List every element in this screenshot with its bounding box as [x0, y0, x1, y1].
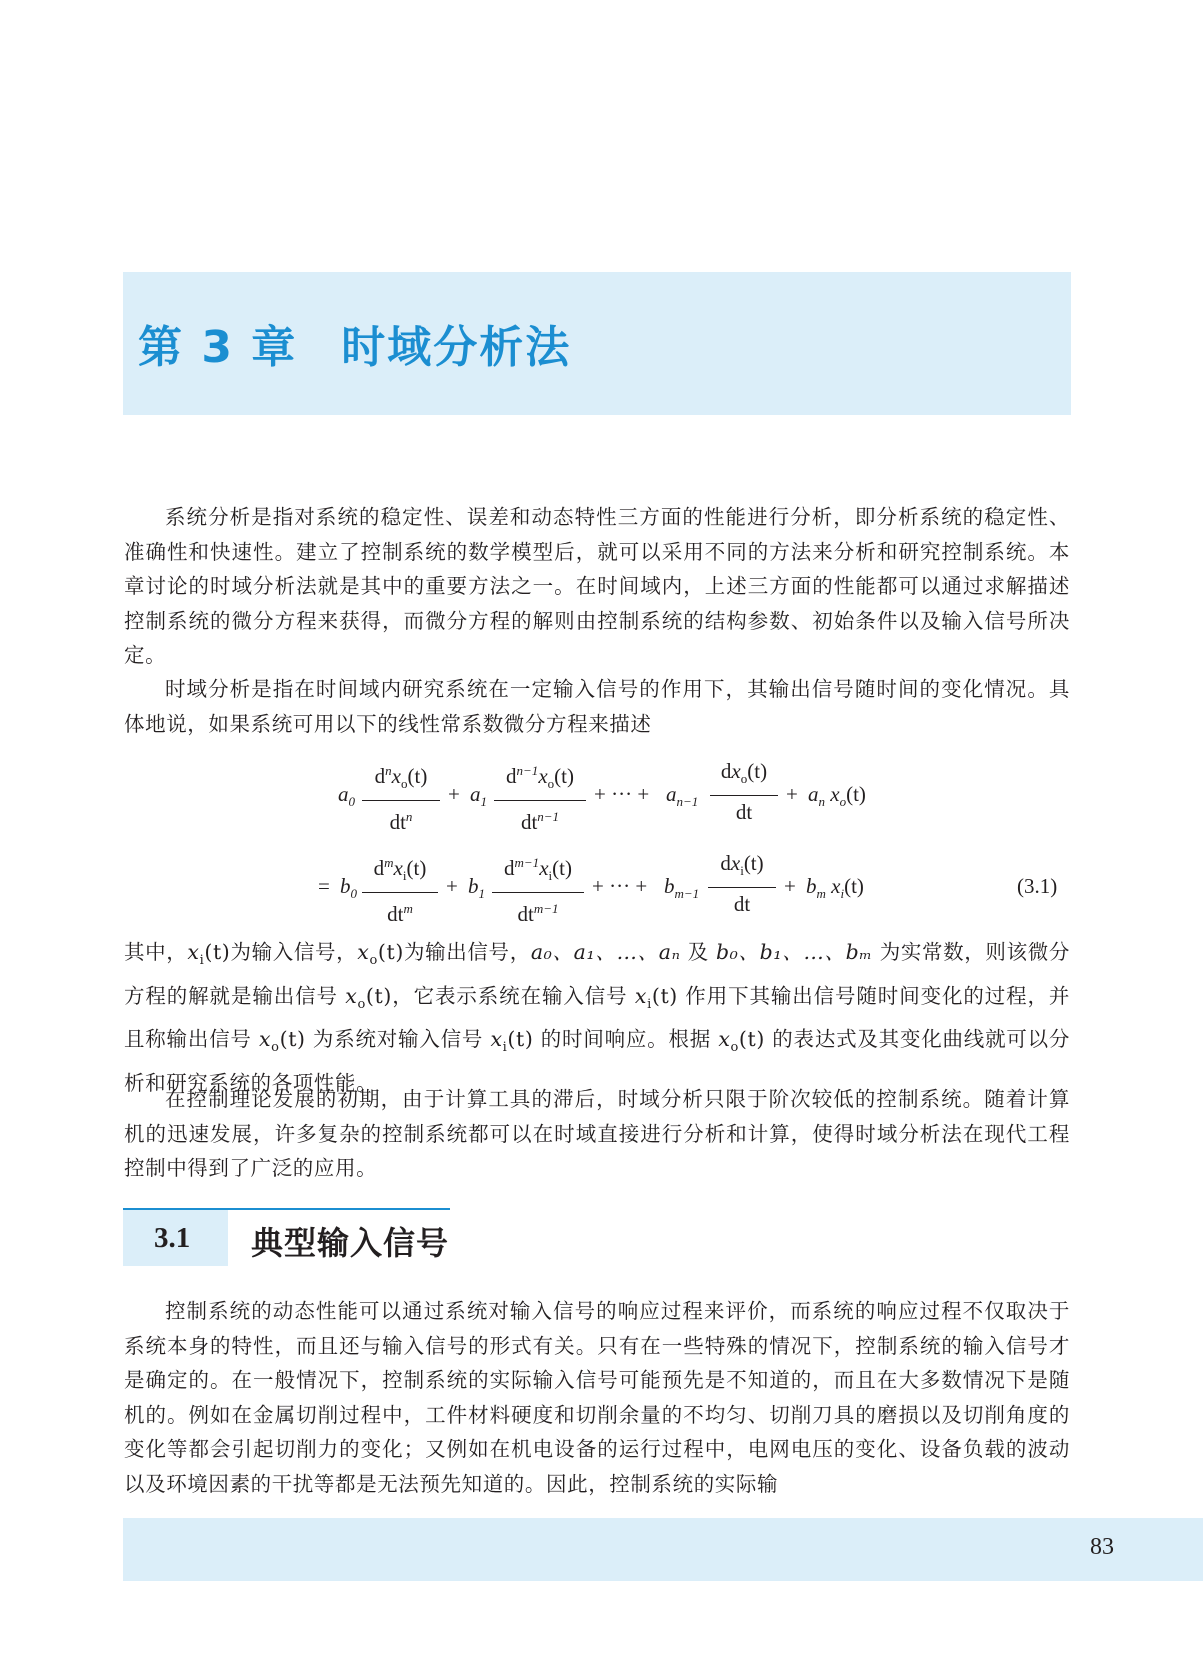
chapter-name: 时域分析法 [341, 322, 572, 373]
equation-rhs [0, 842, 1203, 927]
chapter-label: 第 3 章 [138, 322, 298, 373]
plus-sign: + [448, 782, 460, 806]
coef-bm1: $b_{m-1}$ [664, 874, 700, 902]
section-number: 3.1 [154, 1222, 191, 1254]
coef-b1: $b_1$ [468, 874, 485, 902]
section-paragraph: 控制系统的动态性能可以通过系统对输入信号的响应过程来评价，而系统的响应过程不仅取决于系统本身的特性，而且还与输入信号的形式有关。只有在一些特殊的情况下，控制系统的输入信号才是确定的。在一般情况下，控制系统的实际输入信号可能预先是不知道的，而且在大多数情况下是随机的。例如在金属切削过程中，工件材料硬度和切削余量的不均匀、切削刀具的磨损以及切削角度的变化等都会引起切削力的变化；又例如在机电设备的运行过程中，电网电压的变化、设备负载的波动以及环境因素的干扰等都是无法预先知道的。因此，控制系统的实际输 [124, 1299, 1070, 1496]
chapter-title [138, 320, 571, 376]
page-number: 83 [1090, 1534, 1114, 1560]
plus-sign: + [786, 782, 798, 806]
coef-bm-xi: $b_m$ $x_i(t)$ [806, 874, 864, 902]
intro-paragraph-2: 时域分析是指在时间域内研究系统在一定输入信号的作用下，其输出信号随时间的变化情况。具体地说，如果系统可用以下的线性常系数微分方程来描述 [124, 677, 1070, 736]
coef-b0: $b_0$ [340, 874, 357, 902]
coef-a1: $a_1$ [470, 782, 487, 810]
frac-dm-xi: $d^mx_i(t)$ $dt^m$ [362, 850, 438, 927]
history-paragraph: 在控制理论发展的初期，由于计算工具的滞后，时域分析只限于阶次较低的控制系统。随着计算机的迅速发展，许多复杂的控制系统都可以在时域直接进行分析和计算，使得时域分析法在现代工程控制中得到了广泛的应用。 [124, 1087, 1070, 1180]
coef-an1: $a_{n-1}$ [666, 782, 699, 810]
section-title: 典型输入信号 [251, 1224, 450, 1262]
footer-band [123, 1518, 1203, 1581]
frac-d-xo: $dx_o(t)$ dt [710, 758, 778, 825]
coef-an-xo: $a_n$ $x_o(t)$ [808, 782, 866, 810]
frac-dn-xo: $d^nx_o(t)$ $dt^n$ [362, 758, 440, 835]
ellipsis: + ··· + [592, 874, 648, 898]
equation-lhs [0, 750, 1203, 835]
ellipsis: + ··· + [594, 782, 650, 806]
frac-dn1-xo: $d^{n-1}x_o(t)$ $dt^{n-1}$ [494, 758, 586, 835]
equation-number: (3.1) [1017, 874, 1058, 898]
intro-paragraph-1: 系统分析是指对系统的稳定性、误差和动态特性三方面的性能进行分析，即分析系统的稳定性、准确性和快速性。建立了控制系统的数学模型后，就可以采用不同的方法来分析和研究控制系统。本章讨论的时域分析法就是其中的重要方法之一。在时间域内，上述三方面的性能都可以通过求解描述控制系统的微分方程来获得，而微分方程的解则由控制系统的结构参数、初始条件以及输入信号所决定。 [124, 505, 1070, 667]
frac-dm1-xi: $d^{m-1}x_i(t)$ $dt^{m-1}$ [492, 850, 584, 927]
plus-sign: + [446, 874, 458, 898]
frac-d-xi: $dx_i(t)$ dt [708, 850, 776, 917]
plus-sign: + [784, 874, 796, 898]
coef-a0: $a_0$ [338, 782, 355, 810]
explanation-paragraph: 其中，$x_i(t)$为输入信号，$x_o(t)$为输出信号，a₀、a₁、…、aₙ 及 b₀、b₁、…、bₘ 为实常数，则该微分方程的解就是输出信号 $x_o(t)$，它表示系统在输入信号 $x_i(t)$ 作用下其输出信号随时间变化的过程，并且称输出信号 $x_o(t)$ 为系统对输入信号 $x_i(t)$ 的时间响应。根据 $x_o(t)$ 的表达式及其变化曲线就可以分析和研究系统的各项性能。 [124, 940, 1071, 1095]
equals-sign: = [318, 874, 330, 898]
